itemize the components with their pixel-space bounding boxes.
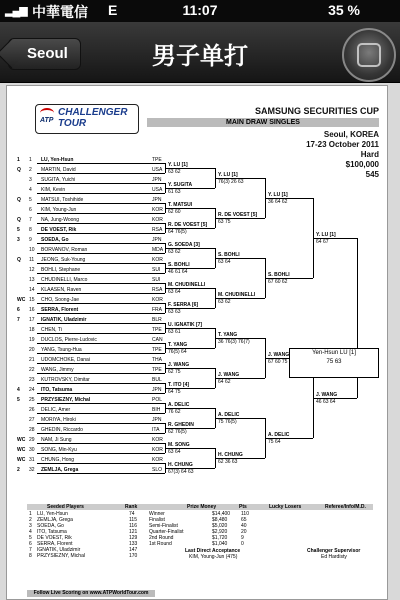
advancing-player: M. CHUDINELLI <box>168 282 206 288</box>
match-score: 46 61 64 <box>168 269 188 275</box>
match-score: 63 62 <box>168 249 181 255</box>
follow-live-link[interactable]: Follow Live Scoring on www.ATPWorldTour.com <box>27 590 155 597</box>
match-score: 64 62 <box>218 379 231 385</box>
seeded-header: Seeded Players <box>47 504 84 510</box>
match-score: 64 75 <box>168 389 181 395</box>
advancing-player: T. YANG <box>168 342 188 348</box>
match-score: 62 76(5) <box>168 429 187 435</box>
logo-brand: ATP <box>40 117 54 124</box>
draw-number: 11 <box>29 257 35 263</box>
lucky-header: Lucky Losers <box>269 504 302 510</box>
player-nationality: TPE <box>152 327 162 333</box>
advancing-player: Y. LU [1] <box>218 172 238 178</box>
advancing-player: U. IGNATIK [7] <box>168 322 203 328</box>
player-name: MARTIN, David <box>41 167 76 173</box>
logo-bottom: TOUR <box>58 118 87 129</box>
draw-number: 18 <box>29 327 35 333</box>
player-nationality: POL <box>152 397 163 403</box>
prize-money: $1,720 <box>212 535 228 541</box>
player-name: BORVANOV, Roman <box>41 247 88 253</box>
advancing-player: J. WANG <box>268 352 290 358</box>
player-nationality: BUL <box>152 377 162 383</box>
player-name: NA, Jung-Woong <box>41 217 79 223</box>
bracket-line <box>37 343 165 344</box>
draw-number: 12 <box>29 267 35 273</box>
player-nationality: JPN <box>152 177 162 183</box>
player-nationality: SUI <box>152 267 161 273</box>
seed-number: 5 <box>29 535 32 541</box>
player-nationality: JPN <box>152 197 162 203</box>
player-name: BOHLI, Stephane <box>41 267 81 273</box>
navigation-bar <box>0 22 400 83</box>
seed-label: Q <box>17 217 21 223</box>
clock: 11:07 <box>182 2 218 18</box>
player-nationality: FRA <box>152 307 162 313</box>
seed-label: 5 <box>17 397 20 403</box>
prize-round: Quarter-Finalist <box>149 529 184 535</box>
seeded-player: PRZYSIEZNY, Michal <box>37 553 85 559</box>
pts-header: Pts <box>239 504 247 510</box>
player-nationality: USA <box>152 167 163 173</box>
prize-money: $8,480 <box>212 517 228 523</box>
bracket-line <box>37 253 165 254</box>
advancing-player: J. WANG <box>316 392 338 398</box>
draw-number: 6 <box>29 207 32 213</box>
advancing-player: J. WANG <box>168 362 190 368</box>
match-score: 36 64 62 <box>268 199 288 205</box>
advancing-player: T. MATSUI <box>168 202 193 208</box>
draw-number: 29 <box>29 437 35 443</box>
player-name: PRZYSIEZNY, Michal <box>41 397 91 403</box>
player-name: SUGITA, Yuichi <box>41 177 76 183</box>
draw-number: 14 <box>29 287 35 293</box>
rank-header: Rank <box>125 504 138 510</box>
draw-number: 31 <box>29 457 35 463</box>
supervisor-header: Challenger Supervisor <box>307 548 361 554</box>
bracket-line <box>37 463 165 464</box>
player-name: CHUNG, Hong <box>41 457 75 463</box>
draw-number: 16 <box>29 307 35 313</box>
seed-label: WC <box>17 447 26 453</box>
seed-label: Q <box>17 167 21 173</box>
bracket-line <box>37 323 165 324</box>
champion-box <box>289 348 379 378</box>
player-name: UDOMCHOKE, Danai <box>41 357 90 363</box>
player-name: CHEN, Ti <box>41 327 62 333</box>
bracket-line <box>37 283 165 284</box>
match-score: 61 63 <box>168 189 181 195</box>
advancing-player: S. BOHLI <box>218 252 240 258</box>
player-nationality: KOR <box>152 207 163 213</box>
prize-round: Finalist <box>149 517 165 523</box>
player-nationality: MDA <box>152 247 164 253</box>
bracket-line <box>37 423 165 424</box>
prize-round: 2nd Round <box>149 535 174 541</box>
advancing-player: R. GHEDIN <box>168 422 194 428</box>
player-name: ITO, Tatsuma <box>41 387 73 393</box>
prize-round: 1st Round <box>149 541 172 547</box>
player-name: SOEDA, Go <box>41 237 69 243</box>
seed-label: 2 <box>17 467 20 473</box>
player-nationality: SUI <box>152 277 161 283</box>
match-score: 67 60 62 <box>268 279 288 285</box>
draw-number: 26 <box>29 407 35 413</box>
draw-sheet <box>6 85 388 600</box>
match-score: 63 63 <box>168 309 181 315</box>
match-score: 75 76(5) <box>218 419 237 425</box>
prize-money: $5,020 <box>212 523 228 529</box>
challenger-tour-logo <box>35 104 139 134</box>
bracket-line <box>37 453 165 454</box>
last-acceptance-name: KIM, Young-Jun (475) <box>189 554 238 560</box>
bracket-line <box>37 473 165 474</box>
seed-label: 6 <box>17 307 20 313</box>
draw-number: 9 <box>29 237 32 243</box>
supervisor-name: Ed Hardisty <box>321 554 347 560</box>
player-nationality: BIH <box>152 407 161 413</box>
carrier-label: 中華電信 <box>32 4 88 20</box>
bracket-line <box>37 413 165 414</box>
seeded-player: SERRA, Florent <box>37 541 73 547</box>
seed-rank: 170 <box>129 553 138 559</box>
page-title: 男子单打 <box>152 43 248 70</box>
draw-number: 13 <box>29 277 35 283</box>
bracket-line <box>37 163 165 164</box>
assistive-touch-button[interactable] <box>342 28 396 82</box>
match-score: 63 62 <box>218 299 231 305</box>
bracket-line <box>37 433 165 434</box>
draw-number: 22 <box>29 367 35 373</box>
seed-label: 4 <box>17 387 20 393</box>
status-bar <box>0 0 400 22</box>
draw-number: 25 <box>29 397 35 403</box>
draw-number: 7 <box>29 217 32 223</box>
bracket-line <box>37 263 165 264</box>
player-name: YANG, Tsung-Hua <box>41 347 82 353</box>
player-nationality: KOR <box>152 257 163 263</box>
match-score: 63 61 <box>168 329 181 335</box>
prize-round: Semi-Finalist <box>149 523 178 529</box>
draw-number: 28 <box>29 427 35 433</box>
prize-points: 9 <box>241 535 244 541</box>
player-nationality: KOR <box>152 447 163 453</box>
seeded-player: LU, Yen-Hsun <box>37 511 68 517</box>
advancing-player: M. SONG <box>168 442 190 448</box>
prize-points: 20 <box>241 529 247 535</box>
player-nationality: TPE <box>152 347 162 353</box>
draw-number: 2 <box>29 167 32 173</box>
seed-number: 8 <box>29 553 32 559</box>
advancing-player: Y. LU [1] <box>268 192 288 198</box>
draw-number: 24 <box>29 387 35 393</box>
bracket-line <box>37 223 165 224</box>
seed-rank: 133 <box>129 541 138 547</box>
draw-number: 20 <box>29 347 35 353</box>
match-score: 76(5) 64 <box>168 349 187 355</box>
seed-number: 7 <box>29 547 32 553</box>
match-score: 76 62 <box>168 409 181 415</box>
match-score: 63 62 <box>168 169 181 175</box>
draw-number: 8 <box>29 227 32 233</box>
seed-label: WC <box>17 457 26 463</box>
draw-number: 1 <box>29 157 32 163</box>
advancing-player: S. BOHLI <box>268 272 290 278</box>
player-nationality: THA <box>152 357 162 363</box>
player-name: DUCLOS, Pierre-Ludovic <box>41 337 97 343</box>
match-score: 75 64 <box>268 439 281 445</box>
prize-points: 110 <box>241 511 249 517</box>
bracket-line <box>37 173 165 174</box>
player-nationality: KOR <box>152 437 163 443</box>
bracket-line <box>37 353 165 354</box>
player-nationality: KOR <box>152 217 163 223</box>
prize-money: $2,920 <box>212 529 228 535</box>
draw-number: 23 <box>29 377 35 383</box>
player-nationality: CAN <box>152 337 163 343</box>
advancing-player: R. DE VOEST [5] <box>168 222 208 228</box>
referee-header: Referee/Info/M.D. <box>325 504 366 510</box>
advancing-player: Y. LU [1] <box>168 162 188 168</box>
bracket-line <box>37 293 165 294</box>
seeded-player: DE VOEST, Rik <box>37 535 72 541</box>
last-acceptance-label: Last Direct Acceptance <box>185 548 241 554</box>
prize-points: 40 <box>241 523 247 529</box>
seed-label: 1 <box>17 157 20 163</box>
seed-rank: 116 <box>129 523 137 529</box>
seed-label: 3 <box>17 237 20 243</box>
bracket-line <box>37 373 165 374</box>
document-viewer[interactable] <box>0 83 400 600</box>
player-name: MATSUI, Toshihide <box>41 197 84 203</box>
match-score: 64 67 <box>316 239 329 245</box>
player-name: DE VOEST, Rik <box>41 227 77 233</box>
bracket-line <box>37 363 165 364</box>
advancing-player: Y. SUGITA <box>168 182 193 188</box>
player-name: DELIC, Amer <box>41 407 71 413</box>
bracket-line <box>37 183 165 184</box>
player-name: WANG, Jimmy <box>41 367 74 373</box>
seed-number: 1 <box>29 511 32 517</box>
bracket-line <box>37 313 165 314</box>
draw-number: 21 <box>29 357 35 363</box>
champion-name: Yen-Hsun LU [1] <box>312 350 356 356</box>
seed-rank: 121 <box>129 529 138 535</box>
match-score: 67(3) 64 63 <box>168 469 194 475</box>
event-dates: 17-23 October 2011 <box>306 140 379 149</box>
player-name: NAM, Ji Sung <box>41 437 72 443</box>
seed-label: WC <box>17 437 26 443</box>
advancing-player: J. WANG <box>218 372 240 378</box>
player-nationality: JPN <box>152 417 162 423</box>
player-name: ZEMLJA, Grega <box>41 467 79 473</box>
player-nationality: JPN <box>152 387 162 393</box>
seed-rank: 74 <box>129 511 135 517</box>
match-score: 76(3) 26 63 <box>218 179 244 185</box>
seed-rank: 115 <box>129 517 137 523</box>
match-score: 67 60 75 <box>268 359 288 365</box>
draw-number: 3 <box>29 177 32 183</box>
match-score: 46 63 64 <box>316 399 336 405</box>
player-name: JEONG, Suk-Young <box>41 257 86 263</box>
match-score: 63 64 <box>168 289 181 295</box>
network-type: E <box>108 2 118 18</box>
seed-label: Q <box>17 197 21 203</box>
seed-number: 2 <box>29 517 32 523</box>
event-name: SAMSUNG SECURITIES CUP <box>254 106 379 116</box>
player-nationality: TPE <box>152 367 162 373</box>
advancing-player: H. CHUNG <box>168 462 193 468</box>
player-nationality: TPE <box>152 157 162 163</box>
bracket-line <box>37 243 165 244</box>
advancing-player: A. DELIC <box>218 412 240 418</box>
bracket-line <box>37 333 165 334</box>
advancing-player: R. DE VOEST [5] <box>218 212 258 218</box>
draw-number: 32 <box>29 467 35 473</box>
seed-rank: 129 <box>129 535 138 541</box>
signal-icon: ▂▄▆ <box>5 5 27 17</box>
advancing-player: A. DELIC <box>268 432 290 438</box>
advancing-player: A. DELIC <box>168 402 190 408</box>
match-score: 64 76(5) <box>168 229 187 235</box>
player-nationality: RSA <box>152 287 163 293</box>
draw-type: MAIN DRAW SINGLES <box>147 118 379 127</box>
bracket-line <box>37 393 165 394</box>
player-nationality: USA <box>152 187 163 193</box>
seeded-player: ITO, Tatsuma <box>37 529 67 535</box>
seed-label: 7 <box>17 317 20 323</box>
player-nationality: ITA <box>152 427 160 433</box>
bracket-line <box>37 213 165 214</box>
draw-number: 19 <box>29 337 35 343</box>
player-nationality: KOR <box>152 457 163 463</box>
bracket-line <box>37 233 165 234</box>
bracket-line <box>37 303 165 304</box>
match-score: 63 64 <box>168 449 181 455</box>
draw-number: 4 <box>29 187 32 193</box>
player-nationality: RSA <box>152 227 163 233</box>
draw-number: 15 <box>29 297 35 303</box>
advancing-player: M. CHUDINELLI <box>218 292 256 298</box>
draw-number: 17 <box>29 317 35 323</box>
player-nationality: KOR <box>152 297 163 303</box>
match-score: 62 75 <box>168 369 181 375</box>
bracket-line <box>37 193 165 194</box>
prize-points: 0 <box>241 541 244 547</box>
advancing-player: T. YANG <box>218 332 238 338</box>
player-name: MORIYA, Hiroki <box>41 417 76 423</box>
draw-number: 5 <box>29 197 32 203</box>
event-prize: $100,000 <box>345 160 379 169</box>
match-score: 63 75 <box>218 219 231 225</box>
seeded-player: IGNATIK, Uladzimir <box>37 547 81 553</box>
battery-percent: 35 % <box>328 2 360 18</box>
seed-number: 4 <box>29 529 32 535</box>
player-name: CHO, Soong-Jae <box>41 297 80 303</box>
bracket-line <box>37 443 165 444</box>
seed-label: Q <box>17 257 21 263</box>
player-name: CHUDINELLI, Marco <box>41 277 88 283</box>
seed-label: WC <box>17 297 26 303</box>
player-nationality: SLO <box>152 467 163 473</box>
seed-label: 5 <box>17 227 20 233</box>
match-score: 36 76(3) 76(7) <box>218 339 250 345</box>
logo-top: CHALLENGER <box>58 107 128 118</box>
advancing-player: Y. LU [1] <box>316 232 336 238</box>
seed-rank: 147 <box>129 547 138 553</box>
seed-number: 3 <box>29 523 32 529</box>
draw-number: 10 <box>29 247 35 253</box>
draw-number: 27 <box>29 417 35 423</box>
seeded-player: SOEDA, Go <box>37 523 64 529</box>
player-name: LU, Yen-Hsun <box>41 157 74 163</box>
player-name: KIM, Young-Jun <box>41 207 77 213</box>
seed-number: 6 <box>29 541 32 547</box>
back-button-label: Seoul <box>27 45 68 62</box>
advancing-player: H. CHUNG <box>218 452 243 458</box>
player-name: SERRA, Florent <box>41 307 79 313</box>
player-name: KLAASEN, Raven <box>41 287 82 293</box>
draw-number: 30 <box>29 447 35 453</box>
player-nationality: JPN <box>152 237 162 243</box>
bracket-line <box>37 403 165 404</box>
match-score: 63 64 <box>218 259 231 265</box>
event-location: Seoul, KOREA <box>323 130 379 139</box>
champion-score: 75 63 <box>326 359 342 365</box>
player-nationality: BLR <box>152 317 162 323</box>
player-name: KIM, Kevin <box>41 187 66 193</box>
event-id: 545 <box>365 170 379 179</box>
prize-money: $1,040 <box>212 541 228 547</box>
match-score: 62 60 <box>168 209 181 215</box>
prize-header: Prize Money <box>187 504 217 510</box>
advancing-player: G. SOEDA [3] <box>168 242 200 248</box>
bracket-line <box>37 273 165 274</box>
player-name: IGNATIK, Uladzimir <box>41 317 87 323</box>
player-name: SONG, Min-Kyu <box>41 447 77 453</box>
match-score: 62 36 63 <box>218 459 238 465</box>
prize-money: $14,400 <box>212 511 231 517</box>
prize-round: Winner <box>149 511 165 517</box>
seeded-player: ZEMLJA, Grega <box>37 517 73 523</box>
advancing-player: F. SERRA [6] <box>168 302 199 308</box>
prize-points: 65 <box>241 517 247 523</box>
player-name: KUTROVSKY, Dimitar <box>41 377 90 383</box>
event-surface: Hard <box>360 150 379 159</box>
bracket-line <box>37 383 165 384</box>
advancing-player: T. ITO [4] <box>168 382 190 388</box>
advancing-player: S. BOHLI <box>168 262 190 268</box>
bracket-line <box>37 203 165 204</box>
player-name: GHEDIN, Riccardo <box>41 427 83 433</box>
